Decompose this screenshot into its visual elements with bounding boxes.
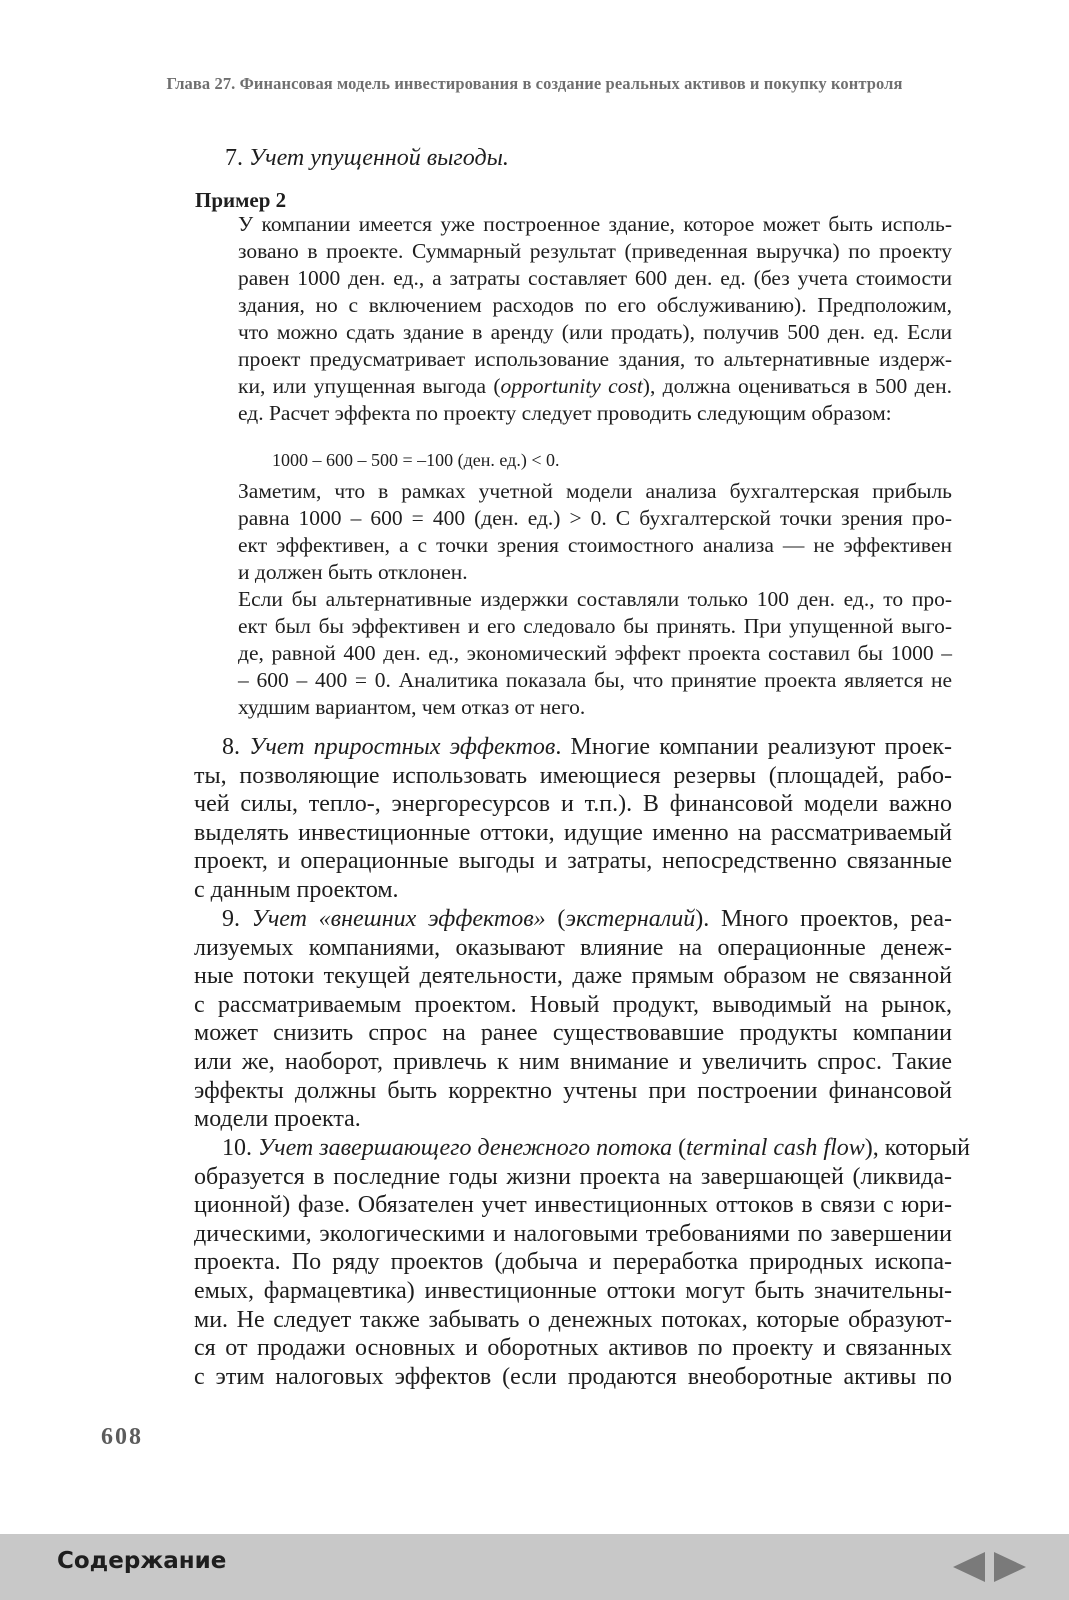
item-8-title: Учет приростных эффектов — [249, 734, 556, 760]
item-9-title-alt: экстерналий — [565, 906, 696, 932]
running-header: Глава 27. Финансовая модель инвестирования в создание реальных активов и покупку контроля — [166, 74, 903, 93]
text-line: емых, фармацевтика) инвестиционные оттоки могут быть значительны- — [194, 1277, 952, 1304]
terminal-cash-flow-term: terminal cash flow — [686, 1135, 865, 1161]
item-7-title: Учет упущенной выгоды. — [249, 145, 509, 171]
item-8-paragraph — [194, 733, 952, 905]
example-title: Пример 2 — [195, 188, 287, 212]
text-line: ционной) фазе. Обязателен учет инвестиционных оттоков в связи с юри- — [194, 1192, 952, 1219]
text-line: равен 1000 ден. ед., а затраты составляет 600 ден. ед. (без учета стоимости — [238, 266, 952, 290]
text-line: де, равной 400 ден. ед., экономический эффект проекта составил бы 1000 – — [238, 641, 952, 665]
text-line: ед. Расчет эффекта по проекту следует проводить следующим образом: — [238, 401, 892, 425]
text-line: ные потоки текущей деятельности, даже прямым образом не связанной — [194, 963, 952, 990]
text-line: проект предусматривает использование здания, то альтернативные издерж- — [238, 347, 952, 371]
item-9-title: Учет «внешних эффектов» — [251, 906, 546, 932]
text-line: проект, и операционные выгоды и затраты, непосредственно связанные — [194, 848, 952, 875]
text-line: дическими, экологическими и налоговыми требованиями по завершении — [194, 1220, 952, 1247]
text-line: 8. Учет приростных эффектов. Многие компании реализуют проек- — [222, 734, 953, 760]
next-page-button[interactable] — [993, 1552, 1027, 1582]
text-line: ект был бы эффективен и его следовало бы принять. При упущенной выго- — [238, 614, 952, 638]
text-line: ся от продажи основных и оборотных активов по проекту и связанных — [194, 1335, 952, 1362]
text-line: худшим вариантом, чем отказ от него. — [238, 695, 586, 719]
text-line: Заметим, что в рамках учетной модели анализа бухгалтерская прибыль — [238, 479, 952, 503]
text-line: лизуемых компаниями, оказывают влияние на операционные денеж- — [194, 934, 952, 961]
text-line: и должен быть отклонен. — [238, 560, 468, 584]
previous-page-button[interactable] — [952, 1552, 986, 1582]
bottom-navigation-bar — [0, 1534, 1069, 1600]
item-7-number: 7. — [225, 145, 243, 171]
item-10-paragraph — [194, 1134, 971, 1391]
text-line: или же, наоборот, привлечь к ним внимание и увеличить спрос. Такие — [194, 1048, 952, 1075]
text-line: с рассматриваемым проектом. Новый продукт, выводимый на рынок, — [194, 991, 952, 1018]
text-line: выделять инвестиционные оттоки, идущие именно на рассматриваемый — [194, 819, 952, 846]
text-line: ми. Не следует также забывать о денежных потоках, которые образуют- — [194, 1306, 952, 1333]
text-line: эффекты должны быть корректно учтены при построении финансовой — [194, 1077, 952, 1104]
text-line: ект эффективен, а с точки зрения стоимостного анализа — не эффективен — [238, 533, 952, 557]
text-line: Если бы альтернативные издержки составляли только 100 ден. ед., то про- — [238, 587, 952, 611]
formula: 1000 – 600 – 500 = –100 (ден. ед.) < 0. — [272, 450, 560, 470]
text-line: образуется в последние годы жизни проекта на завершающей (ликвида- — [194, 1163, 952, 1190]
text-line: ки, или упущенная выгода (opportunity cost), должна оцениваться в 500 ден. — [238, 374, 952, 398]
text-line: 10. Учет завершающего денежного потока (terminal cash flow), который — [222, 1135, 971, 1161]
text-line: здания, но с включением расходов по его обслуживанию). Предположим, — [238, 293, 952, 317]
text-line: может снизить спрос на ранее существовавшие продукты компании — [194, 1020, 952, 1047]
text-line: ты, позволяющие использовать имеющиеся резервы (площадей, рабо- — [194, 762, 952, 789]
item-7-heading — [225, 145, 509, 172]
page-number: 608 — [101, 1424, 143, 1450]
text-line: проекта. По ряду проектов (добыча и переработка природных ископа- — [194, 1249, 952, 1276]
example-paragraph-2 — [238, 478, 952, 586]
text-line: что можно сдать здание в аренду (или продать), получив 500 ден. ед. Если — [238, 320, 952, 344]
item-9-paragraph — [194, 905, 952, 1134]
text-line: с данным проектом. — [194, 876, 399, 903]
example-paragraph-1 — [238, 211, 952, 427]
text-line: чей силы, тепло-, энергоресурсов и т.п.). В финансовой модели важно — [194, 791, 952, 818]
item-10-title: Учет завершающего денежного потока — [258, 1135, 673, 1161]
text-line: равна 1000 – 600 = 400 (ден. ед.) > 0. С бухгалтерской точки зрения про- — [238, 506, 952, 530]
text-line: модели проекта. — [194, 1106, 361, 1133]
text-line: 9. Учет «внешних эффектов» (экстерналий). Много проектов, реа- — [222, 906, 952, 932]
text-line: – 600 – 400 = 0. Аналитика показала бы, что принятие проекта является не — [238, 668, 952, 692]
text-line: с этим налоговых эффектов (если продаются внеоборотные активы по — [194, 1363, 952, 1390]
example-paragraph-3 — [238, 586, 952, 721]
triangle-right-icon — [993, 1552, 1027, 1582]
opportunity-cost-term: opportunity cost — [500, 374, 643, 398]
triangle-left-icon — [952, 1552, 986, 1582]
text-line: зовано в проекте. Суммарный результат (приведенная выручка) по проекту — [238, 239, 952, 263]
table-of-contents-button[interactable]: Содержание — [57, 1548, 227, 1574]
text-line: У компании имеется уже построенное здание, которое может быть исполь- — [238, 212, 952, 236]
